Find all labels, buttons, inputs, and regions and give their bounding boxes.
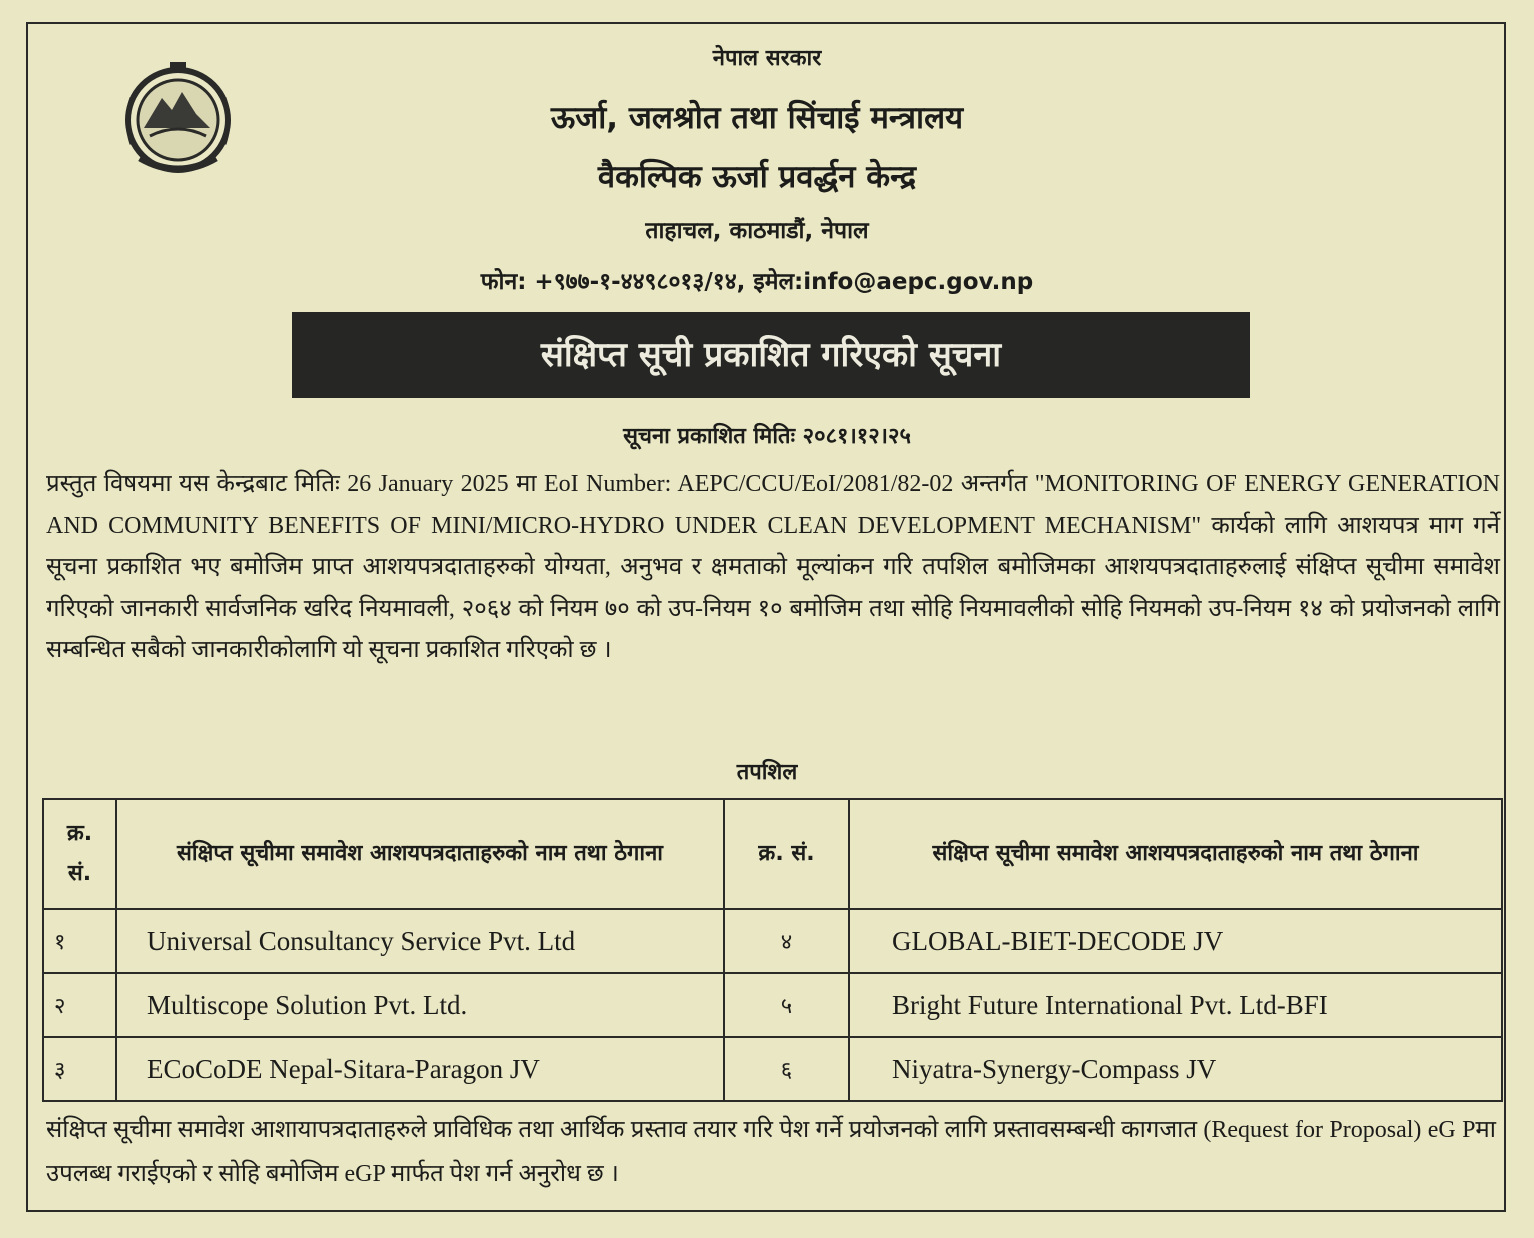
table-row	[43, 1037, 1502, 1101]
row-name-left: Universal Consultancy Service Pvt. Ltd	[116, 909, 724, 973]
row-name-right: GLOBAL-BIET-DECODE JV	[849, 909, 1502, 973]
center-name: वैकल्पिक ऊर्जा प्रवर्द्धन केन्द्र	[597, 159, 917, 195]
ministry-name: ऊर्जा, जलश्रोत तथा सिंचाई मन्त्रालय	[550, 100, 964, 136]
header-sn-right: क्र. सं.	[724, 799, 849, 909]
address: ताहाचल, काठमाडौं, नेपाल	[645, 218, 869, 244]
table-row	[43, 973, 1502, 1037]
header-name-left: संक्षिप्त सूचीमा समावेश आशयपत्रदाताहरुको नाम तथा ठेगाना	[116, 799, 724, 909]
row-sn-left: ३	[43, 1037, 116, 1101]
government-name: नेपाल सरकार	[712, 46, 822, 71]
header-name-right: संक्षिप्त सूचीमा समावेश आशयपत्रदाताहरुको नाम तथा ठेगाना	[849, 799, 1502, 909]
notice-body: प्रस्तुत विषयमा यस केन्द्रबाट मितिः 26 January 2025 मा EoI Number: AEPC/CCU/EoI/2081/82-02 अन्तर्गत "MONITORING OF ENERGY GENERATION AND COMMUNITY BENEFITS OF MINI/MICRO-HYDRO UNDER CLEAN DEVELOPMENT MECHANISM" कार्यको लागि आशयपत्र माग गर्ने सूचना प्रकाशित भए बमोजिम प्राप्त आशयपत्रदाताहरुको योग्यता, अनुभव र क्षमताको मूल्यांकन गरि तपशिल बमोजिमका आशयपत्रदाताहरुलाई संक्षिप्त सूचीमा समावेश गरिएको जानकारी सार्वजनिक खरिद नियमावली, २०६४ को नियम ७० को उप-नियम १० बमोजिम तथा सोहि नियमावलीको सोहि नियमको उप-नियम १४ को प्रयोजनको लागि सम्बन्धित सबैको जानकारीकोलागि यो सूचना प्रकाशित गरिएको छ ।	[46, 471, 1500, 663]
closing-paragraph: संक्षिप्त सूचीमा समावेश आशायापत्रदाताहरुले प्राविधिक तथा आर्थिक प्रस्ताव तयार गरि पेश गर्ने प्रयोजनको लागि प्रस्तावसम्बन्धी कागजात (Request for Proposal) eG Pमा उपलब्ध गराईएको र सोहि बमोजिम eGP मार्फत पेश गर्न अनुरोध छ ।	[46, 1117, 1496, 1187]
row-name-left: ECoCoDE Nepal-Sitara-Paragon JV	[116, 1037, 724, 1101]
notice-title: संक्षिप्त सूची प्रकाशित गरिएको सूचना	[292, 312, 1250, 398]
row-name-right: Bright Future International Pvt. Ltd-BFI	[849, 973, 1502, 1037]
row-sn-right: ४	[724, 909, 849, 973]
shortlist-table	[42, 798, 1503, 1102]
contact-info: फोन: +९७७-१-४४९८०१३/१४, इमेल:info@aepc.gov.np	[480, 269, 1034, 295]
row-sn-left: १	[43, 909, 116, 973]
row-sn-right: ५	[724, 973, 849, 1037]
table-row	[43, 909, 1502, 973]
row-name-right: Niyatra-Synergy-Compass JV	[849, 1037, 1502, 1101]
row-sn-left: २	[43, 973, 116, 1037]
schedule-heading: तपशिल	[736, 760, 798, 785]
table-header-row	[43, 799, 1502, 909]
published-date: सूचना प्रकाशित मितिः २०८१।१२।२५	[623, 424, 911, 449]
header-sn-left: क्र. सं.	[43, 799, 116, 909]
row-name-left: Multiscope Solution Pvt. Ltd.	[116, 973, 724, 1037]
row-sn-right: ६	[724, 1037, 849, 1101]
